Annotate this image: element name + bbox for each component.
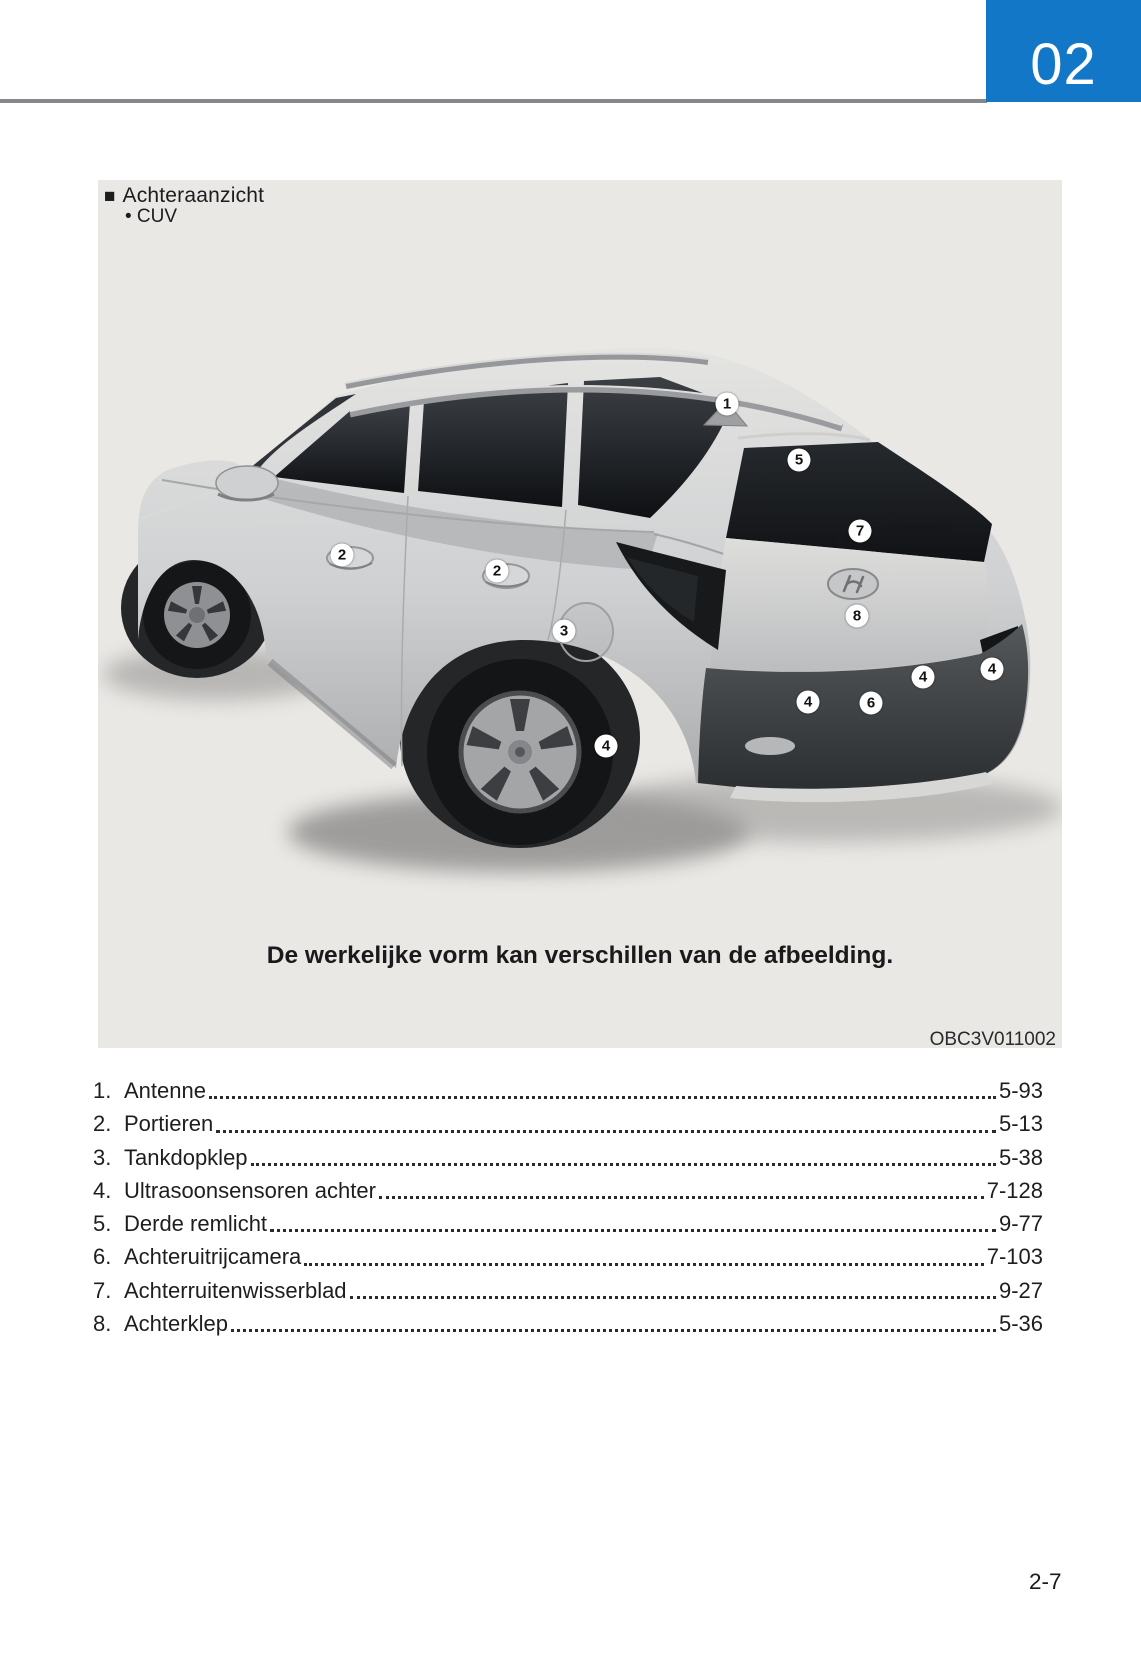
callout-marker: 2	[486, 560, 509, 583]
section-square-icon: ■	[104, 185, 116, 207]
callout-marker: 4	[912, 666, 935, 689]
figure-panel	[98, 180, 1062, 1048]
item-label: Antenne	[124, 1078, 206, 1103]
list-item	[93, 1174, 1043, 1207]
side-mirror	[216, 466, 278, 500]
figure-code: OBC3V011002	[929, 1029, 1056, 1050]
leader-dots	[379, 1196, 984, 1199]
leader-dots	[231, 1329, 996, 1332]
item-page: 7-128	[986, 1177, 1043, 1203]
callout-marker: 8	[846, 605, 869, 628]
item-number: 4.	[93, 1177, 112, 1203]
list-item	[93, 1307, 1043, 1340]
item-number: 3.	[93, 1144, 112, 1170]
callout-marker: 4	[595, 735, 618, 758]
leader-dots	[350, 1296, 996, 1299]
item-label: Achteruitrijcamera	[124, 1244, 302, 1270]
list-item	[93, 1207, 1043, 1240]
page-number: 2-7	[1029, 1569, 1062, 1594]
leader-dots	[209, 1096, 996, 1099]
callout-marker: 4	[797, 691, 820, 714]
leader-dots	[270, 1229, 996, 1232]
item-page: 9-27	[998, 1277, 1043, 1303]
hyundai-logo-icon	[828, 569, 878, 599]
callout-marker: 3	[553, 620, 576, 643]
car-rear-view-illustration	[98, 180, 1062, 1048]
figure-caption: De werkelijke vorm kan verschillen van de afbeelding.	[266, 942, 894, 969]
variant-label: • CUV	[125, 206, 178, 227]
section-title: Achteraanzicht	[122, 184, 265, 207]
figure-heading	[104, 184, 264, 208]
item-label: Portieren	[124, 1111, 214, 1137]
callout-marker: 1	[716, 393, 739, 416]
item-label: Achterruitenwisserblad	[124, 1277, 347, 1303]
list-item	[93, 1074, 1043, 1107]
callout-marker: 7	[849, 520, 872, 543]
item-number: 1.	[93, 1078, 112, 1103]
callout-marker: 4	[981, 658, 1004, 681]
callout-marker: 2	[331, 544, 354, 567]
chapter-number: 02	[1030, 32, 1097, 97]
item-number: 5.	[93, 1211, 112, 1237]
item-page: 5-38	[998, 1144, 1043, 1170]
item-page: 7-103	[986, 1244, 1043, 1270]
list-item	[93, 1141, 1043, 1174]
item-page: 5-36	[998, 1311, 1043, 1337]
item-label: Ultrasoonsensoren achter	[124, 1177, 376, 1203]
item-number: 7.	[93, 1277, 112, 1303]
item-number: 8.	[93, 1311, 112, 1337]
item-page: 5-93	[998, 1078, 1043, 1103]
parts-list	[93, 1074, 1043, 1340]
item-page: 5-13	[998, 1111, 1043, 1137]
list-item	[93, 1274, 1043, 1307]
callout-marker: 5	[788, 449, 811, 472]
item-number: 2.	[93, 1111, 112, 1137]
chapter-badge	[986, 0, 1141, 102]
leader-dots	[216, 1130, 996, 1133]
item-label: Derde remlicht	[124, 1211, 268, 1237]
leader-dots	[251, 1163, 996, 1166]
callout-marker: 6	[860, 692, 883, 715]
header-rule	[0, 99, 987, 103]
item-label: Achterklep	[124, 1311, 228, 1337]
list-item	[93, 1107, 1043, 1140]
item-label: Tankdopklep	[124, 1144, 248, 1170]
list-item	[93, 1240, 1043, 1273]
item-number: 6.	[93, 1244, 112, 1270]
item-page: 9-77	[998, 1211, 1043, 1237]
leader-dots	[304, 1263, 983, 1266]
